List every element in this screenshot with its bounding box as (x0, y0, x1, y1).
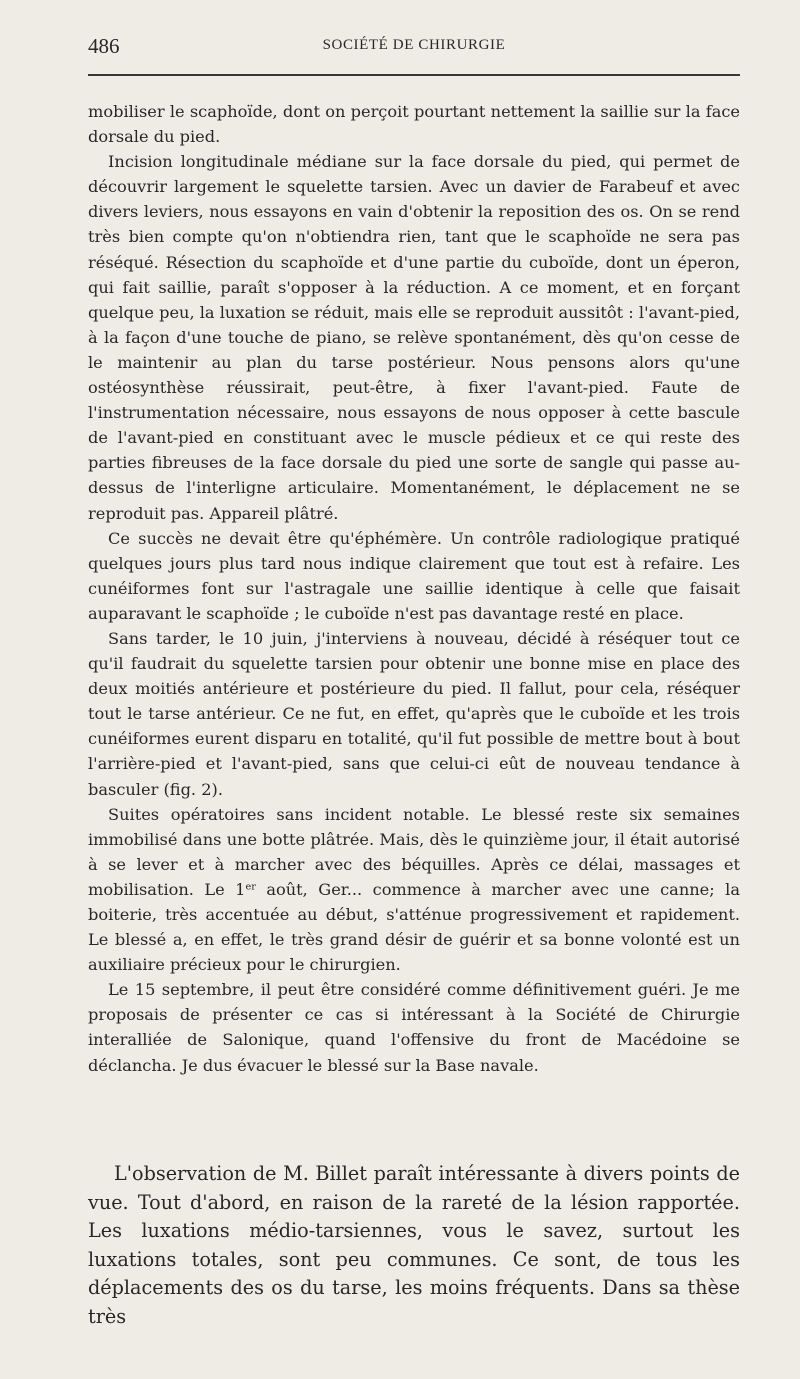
observation-paragraph-success: Ce succès ne devait être qu'éphémère. Un contrôle radiologique pratiqué quelques jours plus tard nous indique clairement que tout est à refaire. Les cunéiformes font sur l'astragale une saillie identique à celle que faisait auparavant le scaphoïde ; le cuboïde n'est pas davantage resté en place. (88, 528, 740, 623)
observation-text (88, 99, 740, 1078)
observation-paragraph-incision: Incision longitudinale médiane sur la face dorsale du pied, qui permet de découvrir largement le squelette tarsien. Avec un davier de Farabeuf et avec divers leviers, nous essayons en vain d'obtenir la reposition des os. On se rend très bien compte qu'on n'obtiendra rien, tant que le scaphoïde ne sera pas réséqué. Résection du scaphoïde et d'une partie du cuboïde, dont un éperon, qui fait saillie, paraît s'opposer à la réduction. A ce moment, et en forçant quelque peu, la luxation se réduit, mais elle se reproduit aussitôt : l'avant-pied, à la façon d'une touche de piano, se relève spontanément, dès qu'on cesse de le maintenir au plan du tarse postérieur. Nous pensons alors qu'une ostéosynthèse réussirait, peut-être, à fixer l'avant-pied. Faute de l'instrumentation nécessaire, nous essayons de nous opposer à cette bascule de l'avant-pied en constituant avec le muscle pédieux et ce qui reste des parties fibreuses de la face dorsale du pied une sorte de sangle qui passe au-dessus de l'interligne articulaire. Momentanément, le déplacement ne se reproduit pas. Appareil plâtré. (88, 152, 740, 523)
observation-paragraph-recovery: Le 15 septembre, il peut être considéré comme définitivement guéri. Je me proposais de présenter ce cas si intéressant à la Société de Chirurgie interalliée de Salonique, quand l'offensive du front de Macédoine se déclancha. Je dus évacuer le blessé sur la Base navale. (88, 980, 740, 1075)
commentary-paragraph: L'observation de M. Billet paraît intéressante à divers points de vue. Tout d'abord, en raison de la rareté de la lésion rapportée. Les luxations médio-tarsiennes, vous le savez, surtout les luxations totales, sont peu communes. Ce sont, de tous les déplacements des os du tarse, les moins fréquents. Dans sa thèse très (88, 1162, 740, 1328)
page-number: 486 (88, 34, 120, 58)
running-title: SOCIÉTÉ DE CHIRURGIE (322, 37, 506, 53)
observation-paragraph-postoperative: Suites opératoires sans incident notable. Le blessé reste six semaines immobilisé dans une botte plâtrée. Mais, dès le quinzième jour, il était autorisé à se lever et à marcher avec des béquilles. Après ce délai, massages et mobilisation. Le 1er août, Ger... commence à marcher avec une canne; la boiterie, très accentuée au début, s'atténue progressivement et rapidement. Le blessé a, en effet, le très grand désir de guérir et sa bonne volonté est un auxiliaire précieux pour le chirurgien. (88, 804, 740, 975)
page-header (88, 34, 740, 64)
commentary-text (88, 1160, 740, 1332)
ordinal-superscript: er (245, 881, 256, 893)
observation-paragraph-continued: mobiliser le scaphoïde, dont on perçoit pourtant nettement la saillie sur la face dorsale du pied. (88, 102, 740, 147)
observation-paragraph-reintervention: Sans tarder, le 10 juin, j'interviens à nouveau, décidé à réséquer tout ce qu'il faudrait du squelette tarsien pour obtenir une bonne mise en place des deux moitiés antérieure et postérieure du pied. Il fallut, pour cela, réséquer tout le tarse antérieur. Ce ne fut, en effet, qu'après que le cuboïde et les trois cunéiformes eurent disparu en totalité, qu'il fut possible de mettre bout à bout l'arrière-pied et l'avant-pied, sans que celui-ci eût de nouveau tendance à basculer (fig. 2). (88, 628, 740, 799)
header-rule (88, 74, 740, 76)
